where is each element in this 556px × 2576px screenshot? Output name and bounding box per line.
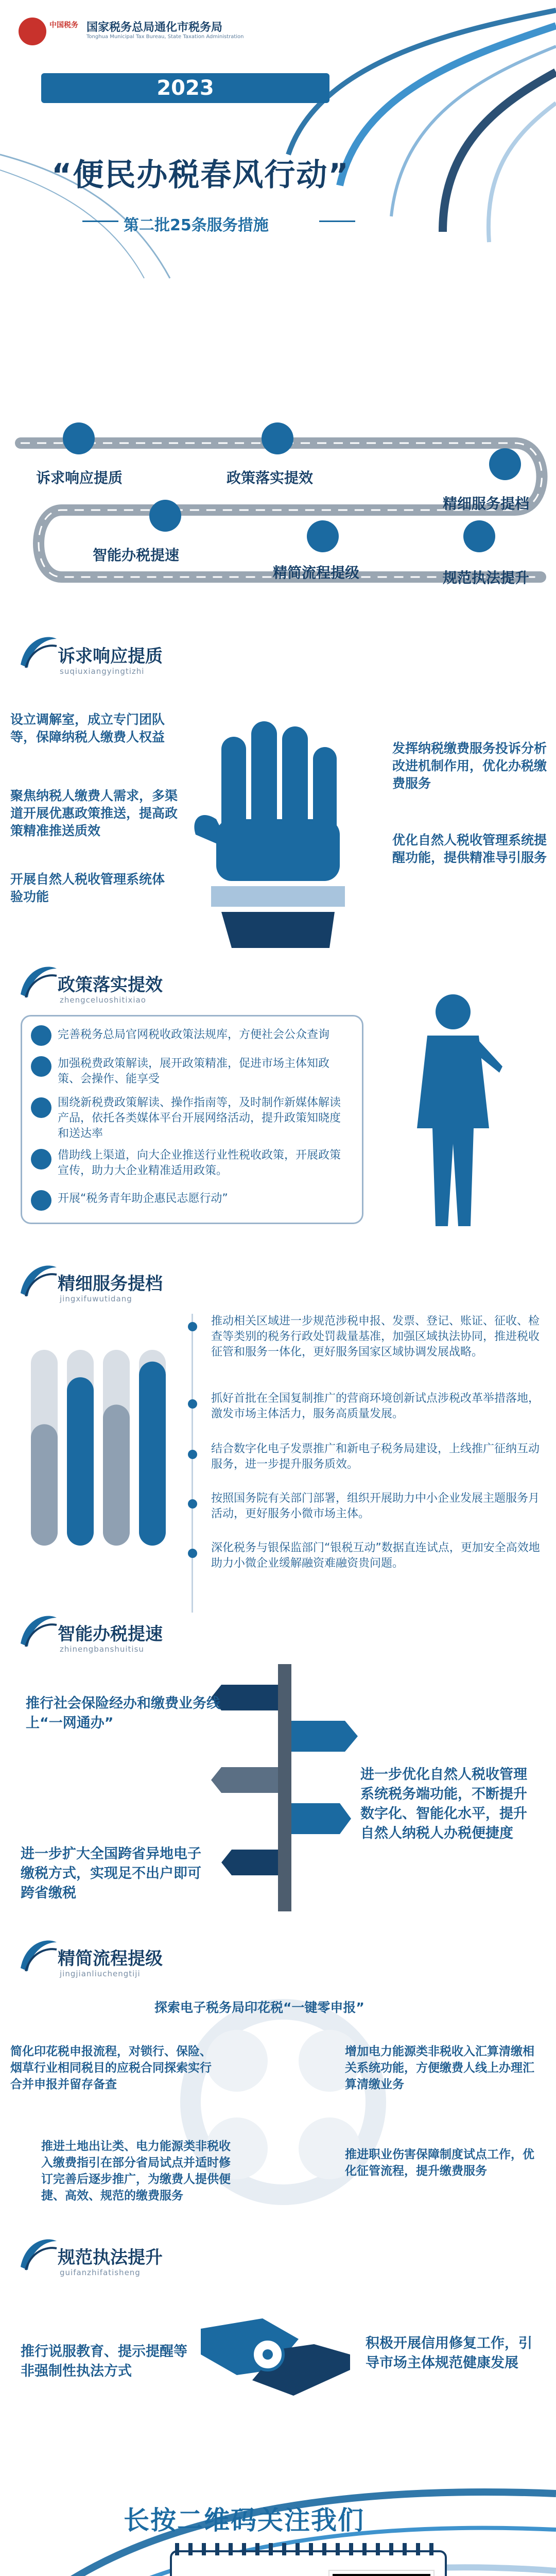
s3-divider [192,1314,193,1613]
s5-left-bottom: 推进土地出让类、电力能源类非税收入缴费指引在部分省局试点并适时修订完善后逐步推广，为缴费人提供便捷、高效、规范的缴费服务 [41,2140,231,2202]
businessman-illustration [402,989,505,1231]
s2-item-3: 围绕新税费政策解读、操作指南等，及时制作新媒体解读产品，依托各类媒体平台开展网络活动，提升政策知晓度和送达率 [58,1096,341,1140]
s4-left-bottom: 进一步扩大全国跨省异地电子缴税方式，实现足不出户即可跨省缴税 [21,1846,201,1901]
document-icon [31,1056,51,1077]
s1-left-3: 开展自然人税收管理系统体验功能 [10,872,165,904]
s3-item-2: 抓好首批在全国复制推广的营商环境创新试点涉税改革举措落地，激发市场主体活力，服务高质量发展。 [211,1392,540,1420]
s5-top: 探索电子税务局印花税“一键零申报” [154,2000,364,2015]
volunteer-icon [31,1190,51,1211]
s2-item-4: 借助线上渠道，向大企业推送行业性税收政策，开展政策宣传，助力大企业精准适用政策。 [58,1149,341,1177]
s3-bar-fill [139,1362,166,1546]
header-logo-text: 中国税务 [49,21,78,29]
overview-icon-1 [63,422,95,454]
section2-pinyin: zhengceluoshitixiao [60,995,146,1005]
s5-right-bottom: 推进职业伤害保障制度试点工作，优化征管流程，提升缴费服务 [345,2148,534,2178]
s4-right: 进一步优化自然人税收管理系统税务端功能，不断提升数字化、智能化水平，提升自然人纳税人办税便捷度 [360,1767,527,1841]
footer-headline: 长按二维码关注我们 [124,2505,364,2535]
header-logo [19,18,46,45]
hero-divider-left [82,221,118,222]
section1-pinyin: suqiuxiangyingtizhi [60,667,145,676]
s6-left: 推行说服教育、提示提醒等非强制性执法方式 [21,2344,187,2379]
s5-left-top: 简化印花税申报流程，对锁行、保险、烟草行业相同税目的应税合同探索实行合并申报并留存备查 [10,2045,212,2091]
s3-item-4: 按照国务院有关部门部署，组织开展助力中小企业发展主题服务月活动，更好服务小微市场主体。 [211,1492,540,1520]
s3-bullet-4 [188,1499,197,1509]
s3-item-3: 结合数字化电子发票推广和新电子税务局建设，上线推广征纳互动服务，进一步提升服务质效。 [211,1443,540,1471]
section6-swirl-icon [15,2231,59,2274]
section6-pinyin: guifanzhifatisheng [60,2268,141,2277]
s6-right: 积极开展信用修复工作，引导市场主体规范健康发展 [366,2335,532,2371]
overview-icon-2 [262,422,293,454]
section2-swirl-icon [15,958,59,1002]
section3-title: 精细服务提档 [58,1274,163,1294]
overview-icon-3 [489,448,521,480]
s3-bullet-2 [188,1399,197,1409]
header-org-sub: Tonghua Municipal Tax Bureau, State Taxation Administration [86,34,244,40]
s3-bar-fill [103,1404,130,1546]
s3-item-1: 推动相关区域进一步规范涉税申报、发票、登记、账证、征收、检查等类别的税务行政处罚裁量基准，加强区域执法协同，推进税收征管和服务一体化，更好服务国家区域协调发展战略。 [211,1315,540,1359]
signpost-illustration [211,1664,360,1911]
s1-left-2: 聚焦纳税人缴费人需求，多渠道开展优惠政策推送，提高政策精准推送质效 [10,788,178,838]
overview-label-4: 智能办税提速 [93,547,180,564]
section5-title: 精简流程提级 [58,1948,163,1969]
section5-swirl-icon [15,1932,59,1975]
year-text: 2023 [157,76,214,100]
year-badge [41,73,329,103]
qr-code[interactable] [329,2571,433,2576]
hero-wave-bg [0,0,556,289]
s5-right-top: 增加电力能源类非税收入汇算清缴相关系统功能，方便缴费人线上办理汇算清缴业务 [345,2045,534,2091]
s3-bullet-5 [188,1549,197,1558]
overview-label-1: 诉求响应提质 [36,469,123,486]
section1-swirl-icon [15,629,59,672]
section2-title: 政策落实提效 [58,975,163,995]
overview-label-6: 规范执法提升 [443,569,530,586]
hero-subtitle: 第二批25条服务措施 [124,216,269,234]
s2-item-2: 加强税费政策解读，展开政策精准，促进市场主体知政策、会操作、能享受 [58,1057,330,1086]
header-org-name: 国家税务总局通化市税务局 [86,21,223,34]
section1-title: 诉求响应提质 [58,646,163,667]
hero-divider-right [319,221,355,222]
s3-item-5: 深化税务与银保监部门“银税互动”数据直连试点，更加安全高效地助力小微企业缓解融资难融资贵问题。 [211,1541,540,1570]
s3-bullet-1 [188,1322,197,1331]
s1-left-1: 设立调解室，成立专门团队等，保障纳税人缴费人权益 [10,712,165,744]
handshake-illustration [190,2298,360,2421]
section3-pinyin: jingxifuwutidang [60,1294,132,1303]
hero-title: “便民办税春风行动” [51,157,350,193]
qr-card-binding [175,2543,438,2555]
s2-item-5: 开展“税务青年助企惠民志愿行动” [58,1192,228,1205]
s3-bar-fill [67,1377,94,1546]
overview-icon-5 [307,520,339,552]
section4-pinyin: zhinengbanshuitisu [60,1645,144,1654]
s4-left-top: 推行社会保险经办和缴费业务线上“一网通办” [26,1696,220,1731]
overview-label-2: 政策落实提效 [227,469,314,486]
section5-pinyin: jingjianliuchengtiji [60,1969,141,1978]
s3-bullet-3 [188,1450,197,1459]
overview-icon-4 [149,500,181,532]
overview-label-5: 精简流程提级 [273,564,360,581]
s2-item-1: 完善税务总局官网税收政策法规库，方便社会公众查询 [58,1028,330,1041]
section4-title: 智能办税提速 [58,1624,163,1645]
overview-icon-6 [463,520,495,552]
overview-label-3: 精细服务提档 [443,495,530,512]
media-icon [31,1097,51,1118]
section4-swirl-icon [15,1607,59,1651]
s1-right-1: 发挥纳税缴费服务投诉分析改进机制作用，优化办税缴费服务 [392,741,547,791]
hand-illustration [185,716,371,953]
share-icon [31,1025,51,1046]
online-icon [31,1149,51,1170]
s1-right-2: 优化自然人税收管理系统提醒功能，提供精准导引服务 [392,833,547,865]
section6-title: 规范执法提升 [58,2247,163,2268]
s3-bar-fill [31,1424,58,1546]
section3-swirl-icon [15,1257,59,1300]
s3-bar-chart [21,1340,175,1561]
